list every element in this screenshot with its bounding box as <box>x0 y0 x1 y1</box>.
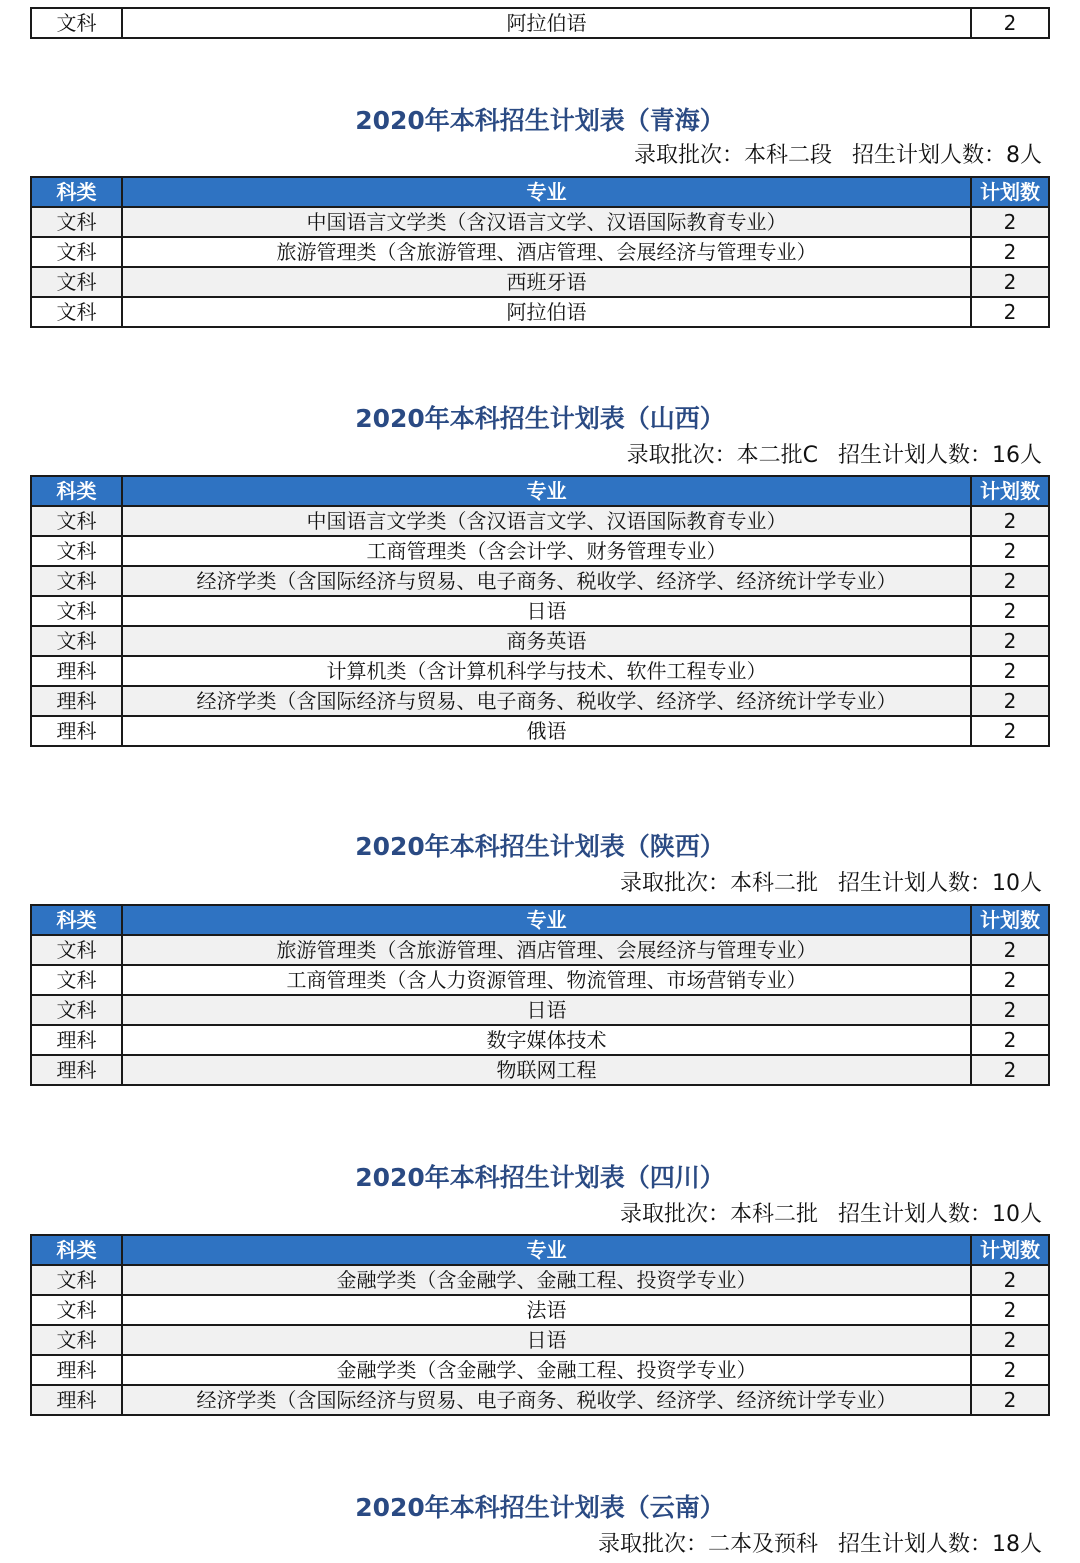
count-cell: 2 <box>971 935 1049 965</box>
category-cell: 文科 <box>31 506 122 536</box>
count-cell: 2 <box>971 1385 1049 1415</box>
batch-label: 录取批次：本二批C <box>626 443 818 468</box>
plan-table-shanxi <box>30 475 1050 747</box>
table-row <box>31 1325 1049 1355</box>
count-cell: 2 <box>971 1025 1049 1055</box>
category-cell: 文科 <box>31 1265 122 1295</box>
category-cell: 文科 <box>31 237 122 267</box>
category-cell: 理科 <box>31 1385 122 1415</box>
header-category: 科类 <box>31 177 122 207</box>
category-cell: 理科 <box>31 1355 122 1385</box>
header-major: 专业 <box>122 905 971 935</box>
table-row <box>31 686 1049 716</box>
header-count: 计划数 <box>971 1235 1049 1265</box>
batch-label: 录取批次：本科二批 <box>619 1202 818 1227</box>
section-meta-yunnan <box>598 1530 1042 1560</box>
major-cell: 阿拉伯语 <box>122 297 971 327</box>
category-cell: 文科 <box>31 596 122 626</box>
category-cell: 文科 <box>31 566 122 596</box>
section-title-qinghai: 2020年本科招生计划表（青海） <box>355 106 725 135</box>
table-header-row <box>31 1235 1049 1265</box>
count-cell: 2 <box>971 686 1049 716</box>
header-category: 科类 <box>31 1235 122 1265</box>
major-cell: 经济学类（含国际经济与贸易、电子商务、税收学、经济学、经济统计学专业） <box>122 1385 971 1415</box>
count-cell: 2 <box>971 596 1049 626</box>
count-cell: 2 <box>971 237 1049 267</box>
category-cell: 理科 <box>31 1025 122 1055</box>
table-header-row <box>31 177 1049 207</box>
table-row <box>31 1025 1049 1055</box>
major-cell: 金融学类（含金融学、金融工程、投资学专业） <box>122 1355 971 1385</box>
count-cell: 2 <box>971 267 1049 297</box>
table-row <box>31 207 1049 237</box>
major-cell: 阿拉伯语 <box>122 8 971 38</box>
category-cell: 理科 <box>31 716 122 746</box>
plan-table-qinghai <box>30 176 1050 328</box>
count-cell: 2 <box>971 1295 1049 1325</box>
category-cell: 文科 <box>31 995 122 1025</box>
total-label: 招生计划人数：10人 <box>838 1202 1042 1227</box>
header-major: 专业 <box>122 476 971 506</box>
major-cell: 中国语言文学类（含汉语言文学、汉语国际教育专业） <box>122 506 971 536</box>
count-cell: 2 <box>971 297 1049 327</box>
table-row <box>31 506 1049 536</box>
category-cell: 理科 <box>31 656 122 686</box>
header-major: 专业 <box>122 177 971 207</box>
table-row <box>31 566 1049 596</box>
table-row <box>31 596 1049 626</box>
category-cell: 理科 <box>31 686 122 716</box>
table-row <box>31 1265 1049 1295</box>
count-cell: 2 <box>971 1325 1049 1355</box>
section-title-sichuan: 2020年本科招生计划表（四川） <box>355 1163 725 1192</box>
count-cell: 2 <box>971 626 1049 656</box>
major-cell: 物联网工程 <box>122 1055 971 1085</box>
category-cell: 文科 <box>31 1325 122 1355</box>
table-row <box>31 626 1049 656</box>
table-row <box>31 237 1049 267</box>
table-row <box>31 965 1049 995</box>
major-cell: 日语 <box>122 1325 971 1355</box>
count-cell: 2 <box>971 506 1049 536</box>
plan-table-sichuan <box>30 1234 1050 1416</box>
table-row <box>31 656 1049 686</box>
table-row <box>31 995 1049 1025</box>
header-category: 科类 <box>31 905 122 935</box>
total-label: 招生计划人数：8人 <box>852 143 1042 168</box>
major-cell: 旅游管理类（含旅游管理、酒店管理、会展经济与管理专业） <box>122 935 971 965</box>
batch-label: 录取批次：二本及预科 <box>597 1532 818 1557</box>
count-cell: 2 <box>971 207 1049 237</box>
count-cell: 2 <box>971 995 1049 1025</box>
category-cell: 文科 <box>31 267 122 297</box>
header-count: 计划数 <box>971 905 1049 935</box>
count-cell: 2 <box>971 536 1049 566</box>
header-count: 计划数 <box>971 476 1049 506</box>
table-row <box>31 1355 1049 1385</box>
table-header-row <box>31 905 1049 935</box>
table-row <box>31 8 1049 38</box>
major-cell: 经济学类（含国际经济与贸易、电子商务、税收学、经济学、经济统计学专业） <box>122 686 971 716</box>
section-title-yunnan: 2020年本科招生计划表（云南） <box>355 1493 725 1522</box>
major-cell: 商务英语 <box>122 626 971 656</box>
major-cell: 俄语 <box>122 716 971 746</box>
major-cell: 中国语言文学类（含汉语言文学、汉语国际教育专业） <box>122 207 971 237</box>
count-cell: 2 <box>971 965 1049 995</box>
major-cell: 工商管理类（含会计学、财务管理专业） <box>122 536 971 566</box>
category-cell: 文科 <box>31 935 122 965</box>
category-cell: 文科 <box>31 626 122 656</box>
total-label: 招生计划人数：10人 <box>838 871 1042 896</box>
section-title-shaanxi: 2020年本科招生计划表（陕西） <box>355 832 725 861</box>
batch-label: 录取批次：本科二批 <box>619 871 818 896</box>
header-count: 计划数 <box>971 177 1049 207</box>
count-cell: 2 <box>971 566 1049 596</box>
batch-label: 录取批次：本科二段 <box>633 143 832 168</box>
category-cell: 文科 <box>31 536 122 566</box>
header-major: 专业 <box>122 1235 971 1265</box>
category-cell: 理科 <box>31 1055 122 1085</box>
count-cell: 2 <box>971 1355 1049 1385</box>
table-row <box>31 297 1049 327</box>
table-header-row <box>31 476 1049 506</box>
category-cell: 文科 <box>31 965 122 995</box>
table-row <box>31 1055 1049 1085</box>
count-cell: 2 <box>971 716 1049 746</box>
major-cell: 日语 <box>122 995 971 1025</box>
section-meta-shaanxi <box>620 869 1042 899</box>
table-row <box>31 536 1049 566</box>
section-title-shanxi: 2020年本科招生计划表（山西） <box>355 404 725 433</box>
major-cell: 计算机类（含计算机科学与技术、软件工程专业） <box>122 656 971 686</box>
plan-table-shaanxi <box>30 904 1050 1086</box>
category-cell: 文科 <box>31 1295 122 1325</box>
major-cell: 金融学类（含金融学、金融工程、投资学专业） <box>122 1265 971 1295</box>
major-cell: 经济学类（含国际经济与贸易、电子商务、税收学、经济学、经济统计学专业） <box>122 566 971 596</box>
category-cell: 文科 <box>31 8 122 38</box>
table-row <box>31 935 1049 965</box>
total-label: 招生计划人数：18人 <box>838 1532 1042 1557</box>
count-cell: 2 <box>971 1265 1049 1295</box>
category-cell: 文科 <box>31 207 122 237</box>
table-row <box>31 1385 1049 1415</box>
major-cell: 数字媒体技术 <box>122 1025 971 1055</box>
table-row <box>31 716 1049 746</box>
header-category: 科类 <box>31 476 122 506</box>
major-cell: 西班牙语 <box>122 267 971 297</box>
section-meta-sichuan <box>620 1200 1042 1230</box>
section-meta-shanxi <box>627 441 1042 471</box>
major-cell: 日语 <box>122 596 971 626</box>
count-cell: 2 <box>971 656 1049 686</box>
fragment-table <box>30 7 1050 39</box>
table-row <box>31 1295 1049 1325</box>
major-cell: 工商管理类（含人力资源管理、物流管理、市场营销专业） <box>122 965 971 995</box>
table-row <box>31 267 1049 297</box>
major-cell: 旅游管理类（含旅游管理、酒店管理、会展经济与管理专业） <box>122 237 971 267</box>
total-label: 招生计划人数：16人 <box>838 443 1042 468</box>
section-meta-qinghai <box>634 141 1042 171</box>
category-cell: 文科 <box>31 297 122 327</box>
count-cell: 2 <box>971 1055 1049 1085</box>
count-cell: 2 <box>971 8 1049 38</box>
major-cell: 法语 <box>122 1295 971 1325</box>
